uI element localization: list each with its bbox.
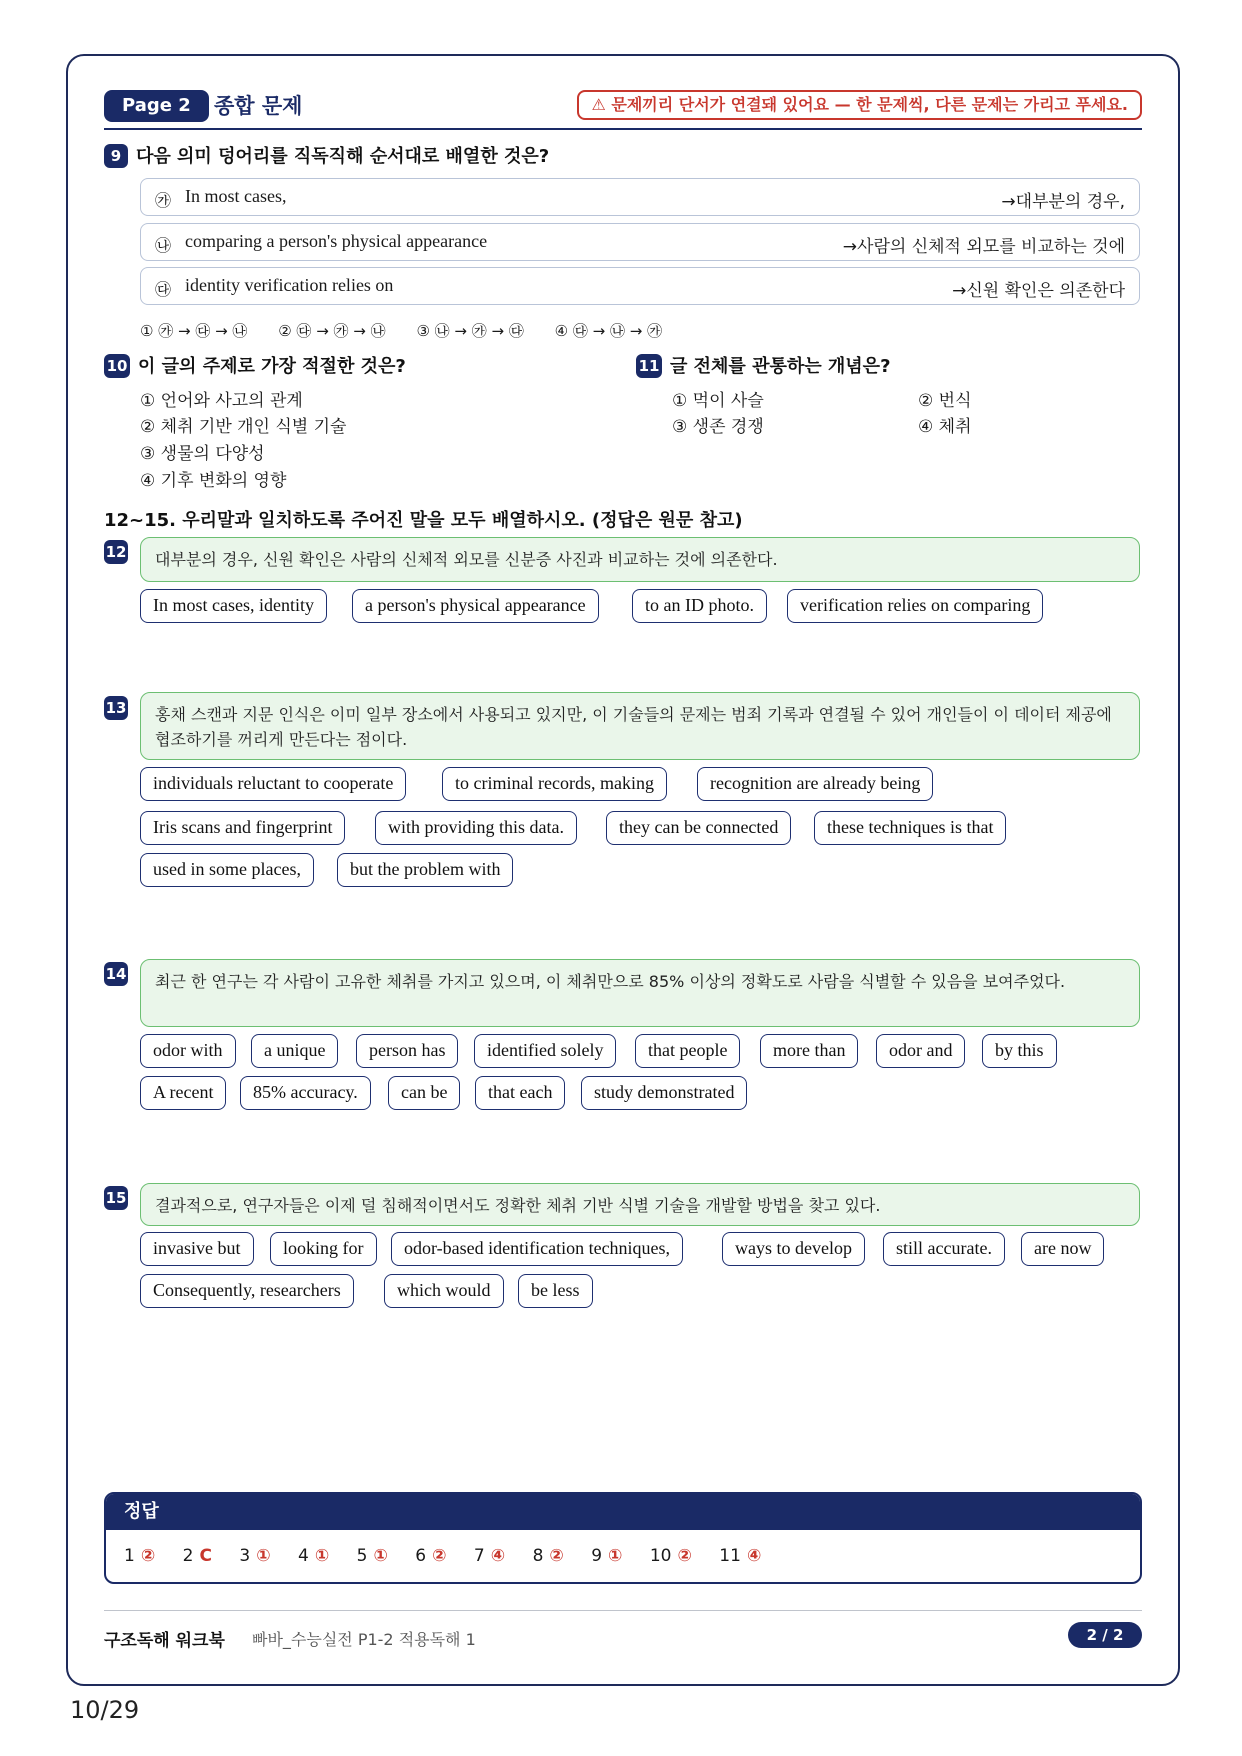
chunk-korean: →신원 확인은 의존한다 bbox=[952, 281, 1125, 301]
page-counter: 10/29 bbox=[70, 1696, 140, 1724]
q11-choice-2[interactable]: ② 번식 bbox=[918, 391, 972, 411]
q10-title bbox=[104, 354, 406, 380]
q15-tile[interactable]: invasive but bbox=[140, 1232, 254, 1266]
q9-title bbox=[104, 144, 549, 170]
answer-key-title: 정답 bbox=[106, 1494, 1140, 1530]
q15-tile[interactable]: ways to develop bbox=[722, 1232, 865, 1266]
chunk-mark: ㉮ bbox=[155, 191, 172, 210]
q9-chunk-b bbox=[140, 223, 1140, 261]
q14-tile[interactable]: A recent bbox=[140, 1076, 226, 1110]
q12-korean-prompt: 대부분의 경우, 신원 확인은 사람의 신체적 외모를 신분증 사진과 비교하는 것에 의존한다. bbox=[140, 537, 1140, 582]
answer-key-list bbox=[106, 1530, 1140, 1566]
q14-tile[interactable]: can be bbox=[388, 1076, 460, 1110]
answer-key-box bbox=[104, 1492, 1142, 1584]
q14-korean-prompt: 최근 한 연구는 각 사람이 고유한 체취를 가지고 있으며, 이 체취만으로 85% 이상의 정확도로 사람을 식별할 수 있음을 보여주었다. bbox=[140, 959, 1140, 1027]
warning-notice: ⚠ 문제끼리 단서가 연결돼 있어요 — 한 문제씩, 다른 문제는 가리고 푸세요. bbox=[577, 90, 1142, 120]
q14-tile[interactable]: identified solely bbox=[474, 1034, 616, 1068]
q11-choice-3[interactable]: ③ 생존 경쟁 bbox=[672, 417, 764, 437]
chunk-korean: →사람의 신체적 외모를 비교하는 것에 bbox=[842, 237, 1125, 257]
q12-tile[interactable]: to an ID photo. bbox=[632, 589, 767, 623]
q9-chunk-a bbox=[140, 178, 1140, 216]
q11-title bbox=[636, 354, 891, 380]
footer-divider bbox=[104, 1610, 1142, 1611]
q14-tile[interactable]: 85% accuracy. bbox=[240, 1076, 371, 1110]
q11-number: 11 bbox=[636, 354, 662, 378]
answer-item: 11 ④ bbox=[719, 1546, 762, 1566]
q14-tile[interactable]: more than bbox=[760, 1034, 858, 1068]
q10-choice-1[interactable]: ① 언어와 사고의 관계 bbox=[140, 391, 303, 411]
answer-item: 3 ① bbox=[239, 1546, 271, 1566]
chunk-english: identity verification relies on bbox=[185, 275, 394, 295]
answer-item: 5 ① bbox=[356, 1546, 388, 1566]
q15-tile[interactable]: still accurate. bbox=[883, 1232, 1005, 1266]
q10-text: 이 글의 주제로 가장 적절한 것은? bbox=[138, 356, 406, 377]
q15-tile[interactable]: be less bbox=[518, 1274, 593, 1308]
q9-option-4[interactable]: ④ ㉰ → ㉯ → ㉮ bbox=[554, 322, 663, 340]
q13-tile[interactable]: recognition are already being bbox=[697, 767, 933, 801]
q13-tile[interactable]: individuals reluctant to cooperate bbox=[140, 767, 406, 801]
q13-tile[interactable]: used in some places, bbox=[140, 853, 314, 887]
chunk-english: comparing a person's physical appearance bbox=[185, 231, 488, 251]
page-badge: Page 2 bbox=[104, 90, 209, 122]
q13-tile[interactable]: to criminal records, making bbox=[442, 767, 667, 801]
answer-item: 2 C bbox=[182, 1546, 212, 1566]
q13-tile[interactable]: these techniques is that bbox=[814, 811, 1006, 845]
q9-options bbox=[140, 320, 688, 341]
q10-choice-3[interactable]: ③ 생물의 다양성 bbox=[140, 444, 265, 464]
page-header bbox=[104, 90, 1142, 128]
q13-korean-prompt: 홍채 스캔과 지문 인식은 이미 일부 장소에서 사용되고 있지만, 이 기술들의 문제는 범죄 기록과 연결될 수 있어 개인들이 이 데이터 제공에 협조하기를 꺼리게 만든다는 점이다. bbox=[140, 692, 1140, 760]
answer-item: 1 ② bbox=[124, 1546, 156, 1566]
answer-item: 9 ① bbox=[591, 1546, 623, 1566]
q10-choice-4[interactable]: ④ 기후 변화의 영향 bbox=[140, 471, 287, 491]
chunk-korean: →대부분의 경우, bbox=[1001, 192, 1125, 212]
q13-tile[interactable]: Iris scans and fingerprint bbox=[140, 811, 345, 845]
answer-item: 8 ② bbox=[532, 1546, 564, 1566]
q14-tile[interactable]: that each bbox=[475, 1076, 565, 1110]
footer-brand: 구조독해 워크북 bbox=[104, 1631, 225, 1651]
q10-choice-2[interactable]: ② 체취 기반 개인 식별 기술 bbox=[140, 417, 347, 437]
q9-option-1[interactable]: ① ㉮ → ㉰ → ㉯ bbox=[140, 322, 248, 340]
q11-choice-1[interactable]: ① 먹이 사슬 bbox=[672, 391, 764, 411]
chunk-english: In most cases, bbox=[185, 186, 287, 206]
q15-tile[interactable]: Consequently, researchers bbox=[140, 1274, 354, 1308]
q9-option-3[interactable]: ③ ㉯ → ㉮ → ㉰ bbox=[416, 322, 524, 340]
section-12-15-heading: 12~15. 우리말과 일치하도록 주어진 말을 모두 배열하시오. (정답은 원문 참고) bbox=[104, 510, 743, 531]
q15-tile[interactable]: which would bbox=[384, 1274, 504, 1308]
q10-number: 10 bbox=[104, 354, 130, 378]
answer-item: 4 ① bbox=[298, 1546, 330, 1566]
q14-tile[interactable]: odor and bbox=[876, 1034, 965, 1068]
q13-tile[interactable]: with providing this data. bbox=[375, 811, 577, 845]
q9-chunk-c bbox=[140, 267, 1140, 305]
q14-tile[interactable]: odor with bbox=[140, 1034, 236, 1068]
q9-number: 9 bbox=[104, 144, 128, 168]
section-title: 종합 문제 bbox=[214, 94, 303, 118]
answer-item: 7 ④ bbox=[473, 1546, 506, 1566]
q15-korean-prompt: 결과적으로, 연구자들은 이제 덜 침해적이면서도 정확한 체취 기반 식별 기술을 개발할 방법을 찾고 있다. bbox=[140, 1183, 1140, 1226]
footer-subtitle: 빠바_수능실전 P1-2 적용독해 1 bbox=[252, 1630, 476, 1649]
q11-text: 글 전체를 관통하는 개념은? bbox=[670, 356, 891, 377]
q13-number: 13 bbox=[104, 696, 128, 720]
q12-tile[interactable]: a person's physical appearance bbox=[352, 589, 599, 623]
footer-page-badge: 2 / 2 bbox=[1068, 1622, 1142, 1648]
q9-text: 다음 의미 덩어리를 직독직해 순서대로 배열한 것은? bbox=[136, 146, 550, 167]
chunk-mark: ㉰ bbox=[155, 280, 172, 299]
q14-tile[interactable]: study demonstrated bbox=[581, 1076, 747, 1110]
q14-number: 14 bbox=[104, 962, 128, 986]
q13-tile[interactable]: they can be connected bbox=[606, 811, 791, 845]
q14-tile[interactable]: person has bbox=[356, 1034, 458, 1068]
q14-tile[interactable]: a unique bbox=[251, 1034, 338, 1068]
q15-tile[interactable]: looking for bbox=[270, 1232, 377, 1266]
q14-tile[interactable]: by this bbox=[982, 1034, 1057, 1068]
q14-tile[interactable]: that people bbox=[635, 1034, 740, 1068]
q15-number: 15 bbox=[104, 1186, 128, 1210]
q11-choice-4[interactable]: ④ 체취 bbox=[918, 417, 972, 437]
q13-tile[interactable]: but the problem with bbox=[337, 853, 513, 887]
q12-tile[interactable]: In most cases, identity bbox=[140, 589, 327, 623]
q15-tile[interactable]: odor-based identification techniques, bbox=[391, 1232, 683, 1266]
answer-item: 10 ② bbox=[649, 1546, 692, 1566]
q12-tile[interactable]: verification relies on comparing bbox=[787, 589, 1043, 623]
chunk-mark: ㉯ bbox=[155, 236, 172, 255]
header-divider bbox=[104, 128, 1142, 130]
q12-number: 12 bbox=[104, 540, 128, 564]
answer-item: 6 ② bbox=[415, 1546, 447, 1566]
q15-tile[interactable]: are now bbox=[1021, 1232, 1104, 1266]
q9-option-2[interactable]: ② ㉰ → ㉮ → ㉯ bbox=[278, 322, 386, 340]
